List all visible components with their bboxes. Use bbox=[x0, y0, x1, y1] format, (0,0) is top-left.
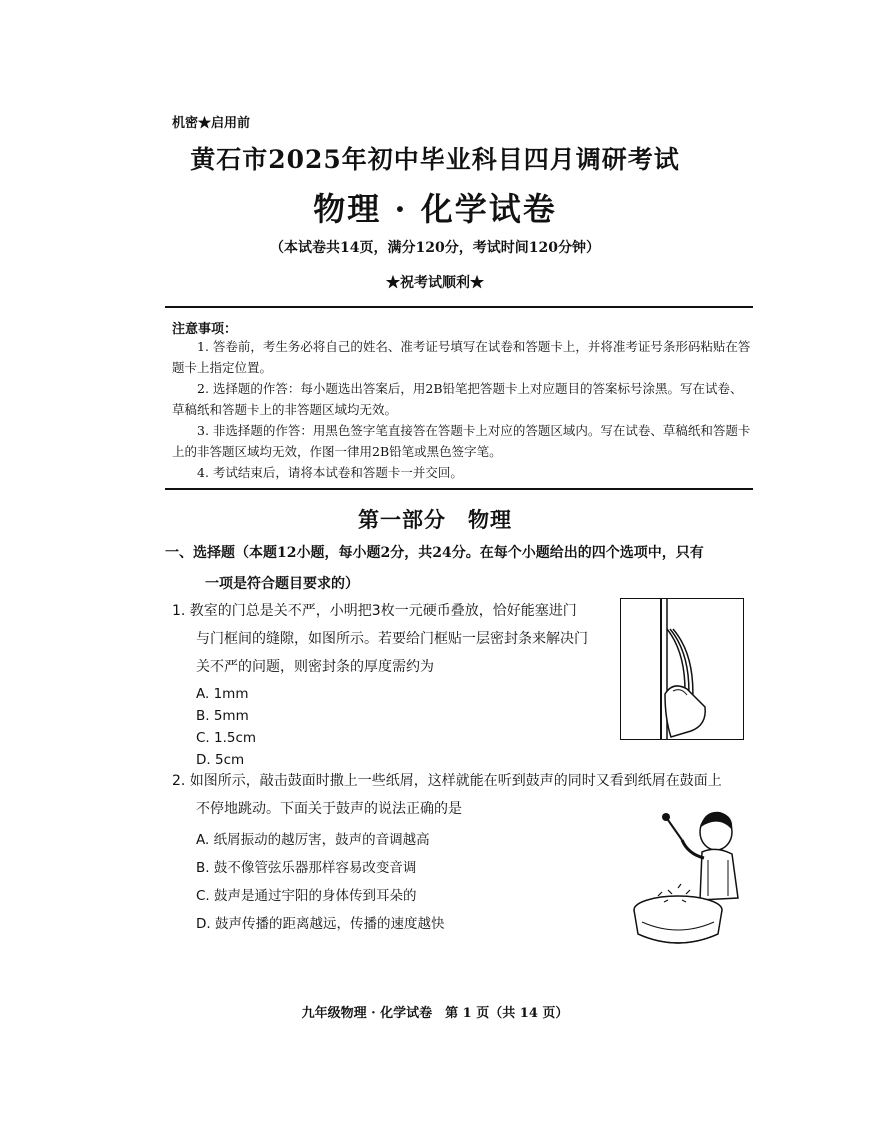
section-heading: 一、选择题（本题12小题，每小题2分，共24分。在每个小题给出的四个选项中，只有 bbox=[165, 545, 704, 561]
q2-option-a: A. 纸屑振动的越厉害，鼓声的音调越高 bbox=[196, 832, 430, 848]
good-luck-line: ★祝考试顺利★ bbox=[386, 275, 484, 291]
q2-option-c: C. 鼓声是通过宇阳的身体传到耳朵的 bbox=[196, 888, 417, 904]
q1-line: 与门框间的缝隙，如图所示。若要给门框贴一层密封条来解决门 bbox=[196, 631, 588, 647]
section-heading-cont: 一项是符合题目要求的） bbox=[205, 576, 359, 592]
q2-line: 2. 如图所示，敲击鼓面时撒上一些纸屑，这样就能在听到鼓声的同时又看到纸屑在鼓面上 bbox=[172, 773, 722, 789]
paper-info: （本试卷共14页，满分120分，考试时间120分钟） bbox=[270, 240, 600, 256]
notice-item: 1. 答卷前，考生务必将自己的姓名、准考证号填写在试卷和答题卡上，并将准考证号条形码粘贴在答题卡上指定位置。 bbox=[172, 339, 751, 375]
page-footer: 九年级物理 · 化学试卷 第 1 页（共 14 页） bbox=[301, 1006, 569, 1021]
confidential-label: 机密★启用前 bbox=[172, 116, 251, 131]
notice-list bbox=[172, 336, 752, 483]
q1-option-b: B. 5mm bbox=[196, 708, 249, 724]
notice-heading: 注意事项： bbox=[172, 322, 238, 337]
notice-item: 2. 选择题的作答：每小题选出答案后，用2B铅笔把答题卡上对应题目的答案标号涂黑。写在试卷、草稿纸和答题卡上的非答题区域均无效。 bbox=[172, 381, 743, 417]
paper-subject-title: 物理 · 化学试卷 bbox=[313, 190, 557, 228]
exam-title: 黄石市2025年初中毕业科目四月调研考试 bbox=[190, 145, 680, 174]
q2-line: 不停地跳动。下面关于鼓声的说法正确的是 bbox=[196, 801, 462, 817]
part-title: 第一部分 物理 bbox=[358, 507, 512, 532]
notice-item: 4. 考试结束后，请将本试卷和答题卡一并交回。 bbox=[197, 465, 463, 480]
q1-line: 关不严的问题，则密封条的厚度需约为 bbox=[196, 659, 434, 675]
q1-option-c: C. 1.5cm bbox=[196, 730, 257, 746]
door-gap-figure bbox=[620, 598, 744, 740]
q1-line: 1. 教室的门总是关不严，小明把3枚一元硬币叠放，恰好能塞进门 bbox=[172, 603, 577, 619]
divider-top bbox=[165, 306, 753, 308]
q1-option-a: A. 1mm bbox=[196, 686, 249, 702]
drum-figure bbox=[628, 800, 753, 950]
q2-option-d: D. 鼓声传播的距离越远，传播的速度越快 bbox=[196, 916, 445, 932]
q2-option-b: B. 鼓不像管弦乐器那样容易改变音调 bbox=[196, 860, 417, 876]
divider-bottom bbox=[165, 488, 753, 490]
q1-option-d: D. 5cm bbox=[196, 752, 245, 768]
notice-item: 3. 非选择题的作答：用黑色签字笔直接答在答题卡上对应的答题区域内。写在试卷、草稿纸和答题卡上的非答题区域均无效，作图一律用2B铅笔或黑色签字笔。 bbox=[172, 423, 751, 459]
